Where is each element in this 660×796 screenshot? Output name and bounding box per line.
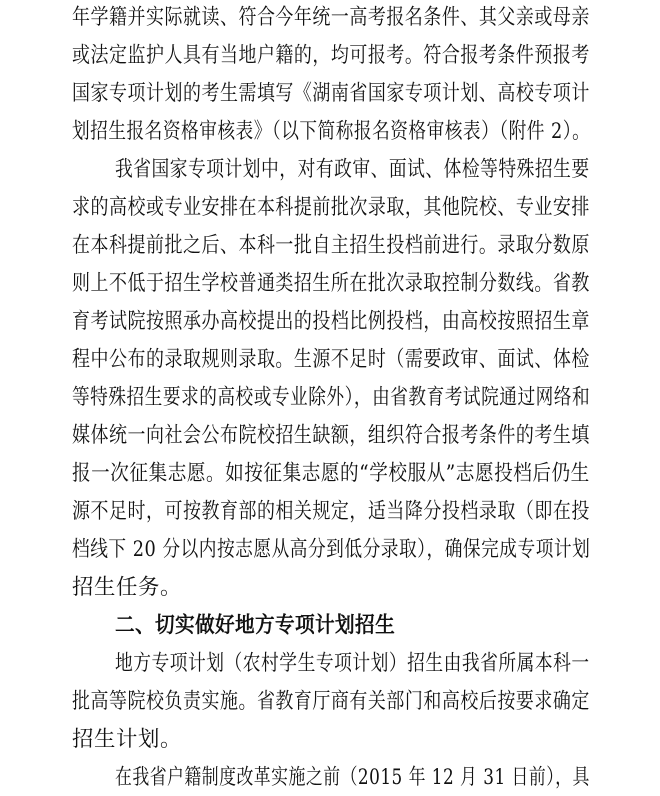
paragraph-first-line: 我省国家专项计划中，对有政审、面试、体检等特殊招生要: [115, 157, 590, 182]
text-line: 等特殊招生要求的高校或专业除外），由省教育考试院通过网络和: [72, 385, 591, 410]
text-line: 年学籍并实际就读、符合今年统一高考报名条件、其父亲或母亲: [72, 5, 590, 30]
text-line: 档线下 20 分以内按志愿从高分到低分录取），确保完成专项计划: [72, 537, 591, 562]
text-line: 或法定监护人具有当地户籍的，均可报考。符合报考条件预报考: [72, 43, 590, 68]
paragraph-first-line: 在我省户籍制度改革实施之前（2015 年 12 月 31 日前），具: [115, 765, 590, 790]
section-heading: 二、切实做好地方专项计划招生: [115, 613, 396, 638]
text-line: 源不足时，可按教育部的相关规定，适当降分投档录取（即在投: [72, 499, 590, 524]
text-line: 在本科提前批之后、本科一批自主招生投档前进行。录取分数原: [72, 233, 590, 258]
text-line: 则上不低于招生学校普通类招生所在批次录取控制分数线。省教: [72, 271, 590, 296]
text-line: 程中公布的录取规则录取。生源不足时（需要政审、面试、体检: [72, 347, 590, 372]
text-line: 报一次征集志愿。如按征集志愿的“学校服从”志愿投档后仍生: [72, 461, 590, 486]
text-line: 求的高校或专业安排在本科提前批次录取，其他院校、专业安排: [72, 195, 590, 220]
text-line: 划招生报名资格审核表》（以下简称报名资格审核表）（附件 2）。: [72, 119, 591, 144]
text-line: 招生任务。: [72, 575, 183, 600]
text-line: 批高等院校负责实施。省教育厅商有关部门和高校后按要求确定: [72, 689, 590, 714]
text-line: 招生计划。: [72, 727, 183, 752]
text-line: 国家专项计划的考生需填写《湖南省国家专项计划、高校专项计: [72, 81, 590, 106]
text-line: 育考试院按照承办高校提出的投档比例投档，由高校按照招生章: [72, 309, 590, 334]
text-line: 媒体统一向社会公布院校招生缺额，组织符合报考条件的考生填: [72, 423, 590, 448]
paragraph-first-line: 地方专项计划（农村学生专项计划）招生由我省所属本科一: [115, 651, 590, 676]
